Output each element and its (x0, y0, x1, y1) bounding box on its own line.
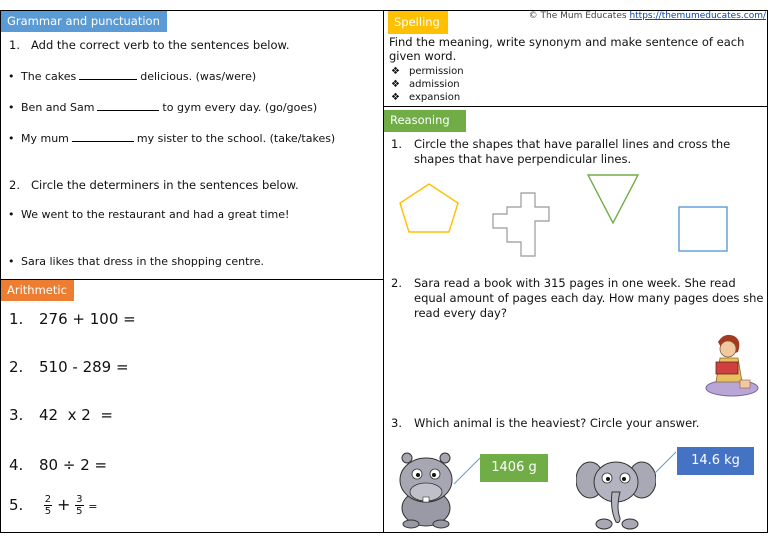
spelling-word-2: ❖ admission (391, 79, 460, 90)
spelling-word-3: ❖ expansion (391, 92, 461, 103)
determiner-sentence-1: • We went to the restaurant and had a great time! (8, 208, 290, 221)
spelling-instruction: Find the meaning, write synonym and make sentence of each given word. (389, 35, 745, 63)
grammar-question-1: 1. Add the correct verb to the sentences below. (9, 38, 290, 52)
reasoning-question-3: 3. Which animal is the heaviest? Circle your answer. (391, 416, 700, 430)
grammar-panel (0, 10, 384, 280)
fraction-b: $\frac{3}{5}$ (76, 494, 83, 517)
copyright-line: © The Mum Educates https://themumeducates.com/ (528, 11, 766, 21)
shapes-area (384, 165, 768, 265)
triangle-shape[interactable] (588, 175, 638, 223)
diamond-bullet-icon: ❖ (391, 92, 400, 103)
reasoning-header: Reasoning (384, 110, 466, 132)
reasoning-question-1: 1. Circle the shapes that have parallel lines and cross the shapes that have perpendicular lines. (391, 137, 731, 166)
hippo-pointer-line (452, 456, 482, 486)
grammar-question-2: 2. Circle the determiners in the sentences below. (9, 178, 299, 192)
verb-item-1: • The cakes delicious. (was/were) (8, 70, 257, 83)
arithmetic-panel (0, 279, 384, 533)
verb-item-2: • Ben and Sam to gym every day. (go/goes) (8, 101, 318, 114)
diamond-bullet-icon: ❖ (391, 79, 400, 90)
grammar-header: Grammar and punctuation (1, 11, 167, 32)
pentagon-shape[interactable] (400, 184, 458, 232)
reasoning-question-2: 2. Sara read a book with 315 pages in one week. She read equal amount of pages each day. How many pages does she read every day? (391, 276, 764, 320)
arithmetic-problem-3: 3. 42 x 2 = (9, 406, 113, 424)
answer-blank[interactable] (72, 131, 134, 142)
cross-shape[interactable] (493, 193, 549, 256)
arithmetic-problem-1: 1. 276 + 100 = (9, 310, 136, 328)
spelling-header: Spelling (388, 11, 448, 34)
answer-blank[interactable] (79, 69, 137, 80)
elephant-illustration[interactable] (576, 458, 656, 532)
elephant-weight-label: 14.6 kg (677, 447, 754, 475)
elephant-pointer-line (652, 450, 678, 476)
answer-blank[interactable] (97, 100, 159, 111)
arithmetic-problem-5: 5. $\frac{2}{5}$ + $\frac{3}{5}$ = (9, 494, 98, 517)
diamond-bullet-icon: ❖ (391, 66, 400, 77)
verb-item-3: • My mum my sister to the school. (take/takes) (8, 132, 336, 145)
reasoning-divider (383, 106, 768, 107)
square-shape[interactable] (679, 207, 727, 251)
girl-reading-illustration (704, 332, 762, 402)
arithmetic-problem-4: 4. 80 ÷ 2 = (9, 456, 108, 474)
spelling-word-1: ❖ permission (391, 66, 464, 77)
fraction-a: $\frac{2}{5}$ (44, 494, 52, 517)
determiner-sentence-2: • Sara likes that dress in the shopping centre. (8, 255, 265, 268)
arithmetic-problem-2: 2. 510 - 289 = (9, 358, 129, 376)
hippo-weight-label: 1406 g (480, 454, 548, 482)
hippo-illustration[interactable] (393, 450, 459, 530)
website-link[interactable]: https://themumeducates.com/ (629, 11, 766, 21)
arithmetic-header: Arithmetic (1, 280, 74, 301)
